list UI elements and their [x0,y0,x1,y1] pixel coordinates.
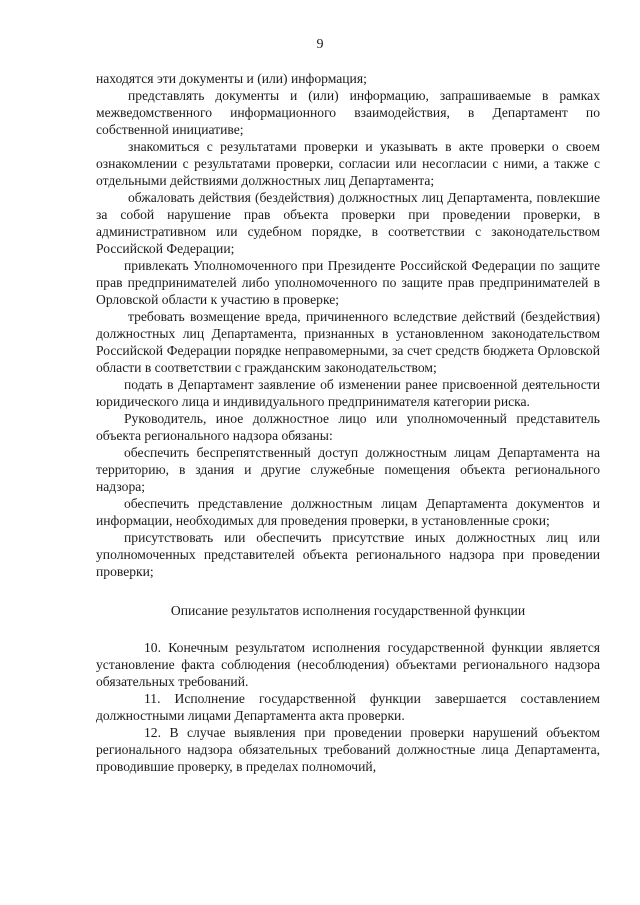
page-number: 9 [316,37,324,52]
paragraph: обжаловать действия (бездействия) должностных лиц Департамента, повлекшие за собой нарушение прав объекта проверки при проведении проверки, в административном или судебном порядке, в соответствии с законодательством Российской Федерации; [96,190,600,256]
paragraph: обеспечить представление должностным лицам Департамента документов и информации, необходимых для проведения проверки, в установленные сроки; [96,496,600,528]
document-body [96,70,600,775]
paragraph: подать в Департамент заявление об изменении ранее присвоенной деятельности юридического лица и индивидуального предпринимателя категории риска. [96,377,600,409]
paragraph: знакомиться с результатами проверки и указывать в акте проверки о своем ознакомлении с результатами проверки, согласии или несогласии с ними, а также с отдельными действиями должностных лиц Департамента; [96,139,600,188]
numbered-paragraph: 11. Исполнение государственной функции завершается составлением должностными лицами Департамента акта проверки. [96,691,600,723]
numbered-paragraph: 10. Конечным результатом исполнения государственной функции является установление факта соблюдения (несоблюдения) объектами регионального надзора обязательных требований. [96,640,600,689]
paragraph: обеспечить беспрепятственный доступ должностным лицам Департамента на территорию, в здания и другие служебные помещения объекта регионального надзора; [96,445,600,494]
paragraph: Руководитель, иное должностное лицо или уполномоченный представитель объекта регионального надзора обязаны: [96,411,600,443]
paragraph: требовать возмещение вреда, причиненного вследствие действий (бездействия) должностных лиц Департамента, признанных в установленном законодательством Российской Федерации порядке неправомерными, за счет средств бюджета Орловской области в соответствии с гражданским законодательством; [96,309,600,375]
paragraph: привлекать Уполномоченного при Президенте Российской Федерации по защите прав предпринимателей либо уполномоченного по защите прав предпринимателей в Орловской области к участию в проверке; [96,258,600,307]
numbered-paragraph: 12. В случае выявления при проведении проверки нарушений объектом регионального надзора обязательных требований должностные лица Департамента, проводившие проверку, в пределах полномочий, [96,725,600,774]
paragraph: находятся эти документы и (или) информация; [96,71,367,86]
section-heading: Описание результатов исполнения государственной функции [170,603,526,618]
paragraph: представлять документы и (или) информацию, запрашиваемые в рамках межведомственного информационного взаимодействия, в Департамент по собственной инициативе; [96,88,600,137]
paragraph: присутствовать или обеспечить присутствие иных должностных лиц или уполномоченных представителей объекта регионального надзора при проведении проверки; [96,530,600,579]
